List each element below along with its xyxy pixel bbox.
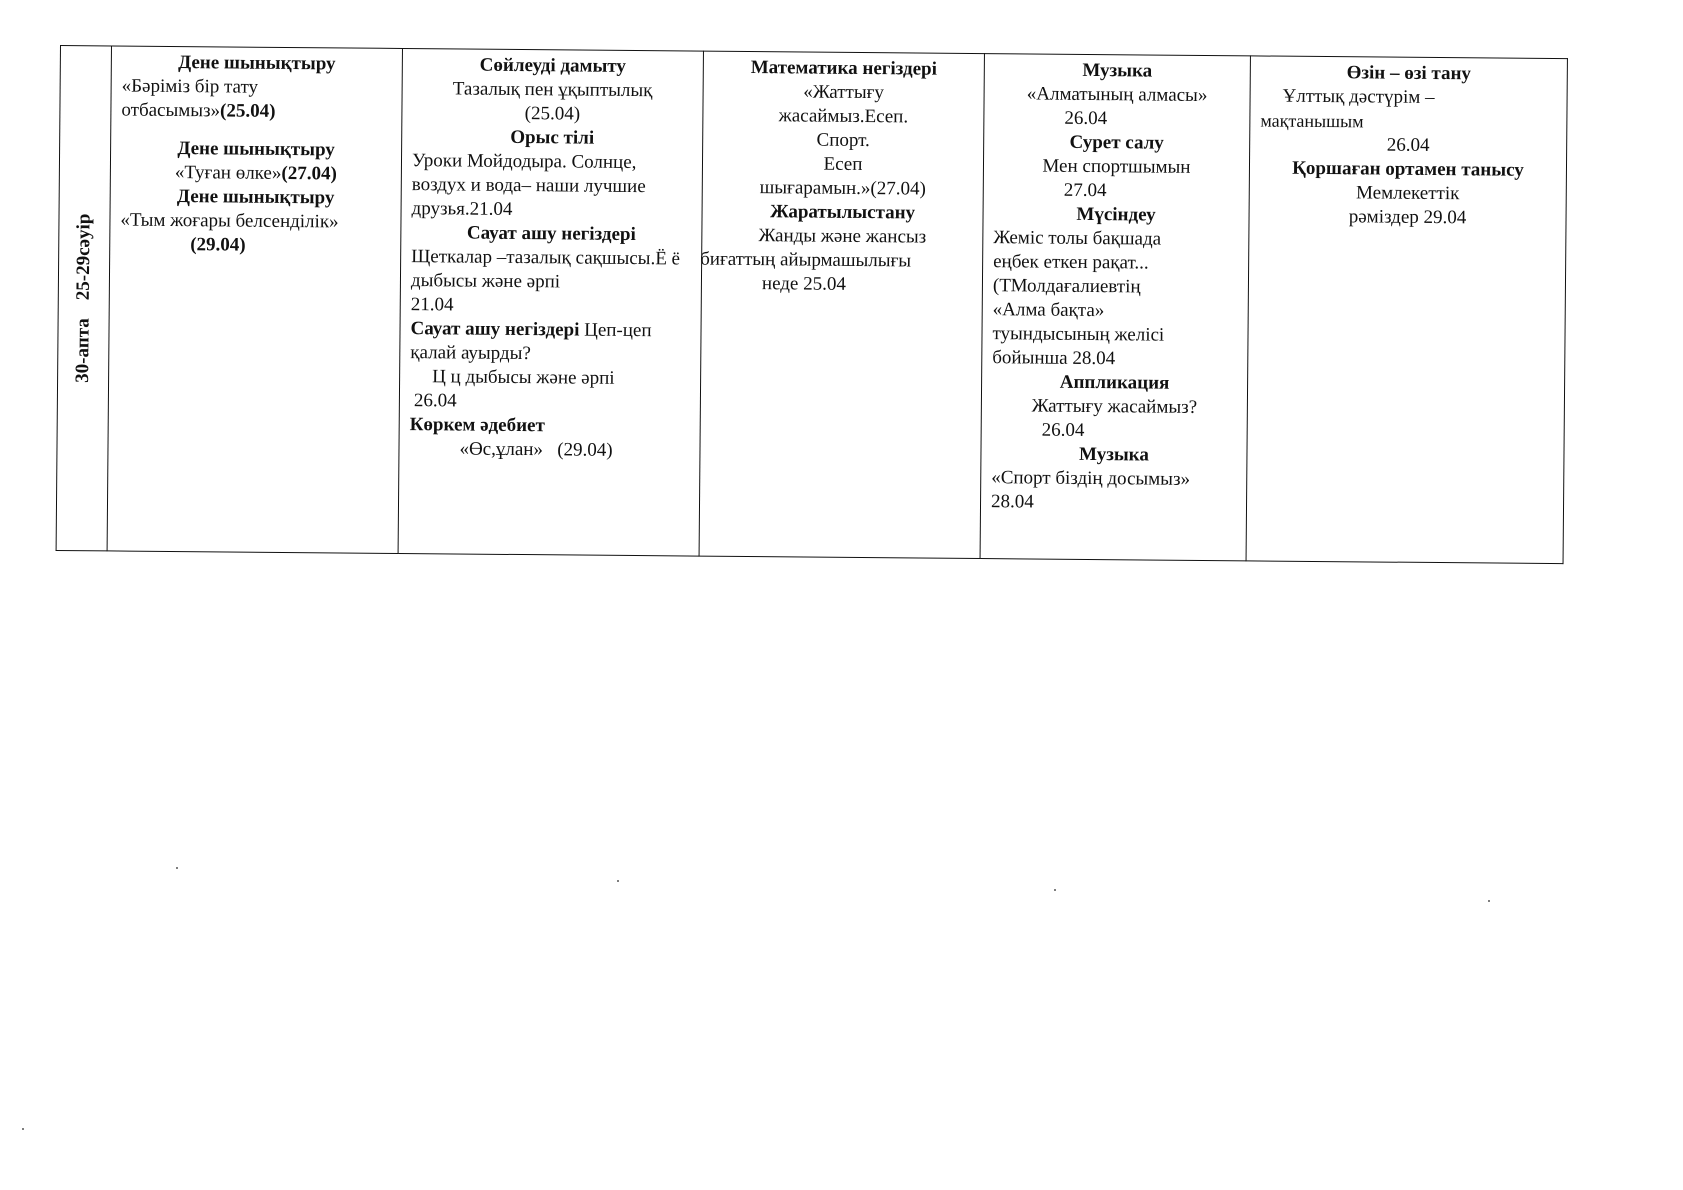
- subject-title: Сауат ашу негіздері: [410, 318, 580, 341]
- topic-line: Ұлттық дәстүрім –: [1282, 85, 1435, 108]
- subject-title: Математика негіздері: [750, 57, 938, 80]
- topic-line: (ТМолдағалиевтің: [992, 275, 1141, 298]
- subject-title: Көркем әдебиет: [409, 414, 545, 437]
- topic-line: Жанды және жансыз: [758, 225, 927, 248]
- topic-date: (29.04): [190, 234, 246, 256]
- column-math-science: [699, 51, 984, 558]
- entry-literacy-2: [410, 317, 691, 415]
- topic-line: еңбек еткен рақат...: [993, 251, 1149, 274]
- topic-text: «Туған өлке»: [174, 162, 282, 184]
- topic-text: Цеп-цеп қалай ауырды?: [410, 319, 652, 365]
- column-arts: [980, 54, 1250, 561]
- subject-title: Мүсіндеу: [1076, 203, 1156, 226]
- entry-literacy-1: [411, 221, 692, 319]
- entry-literature: [409, 413, 689, 463]
- topic-text: [409, 437, 689, 463]
- topic-line: Жеміс толы бақшада: [993, 227, 1162, 250]
- entry-speech: [412, 53, 693, 127]
- topic-line: неде 25.04: [761, 273, 846, 295]
- column-physical-education: [107, 46, 402, 554]
- scan-speck: [176, 867, 178, 869]
- subject-title: Музыка: [1082, 59, 1153, 82]
- topic-line: «Жаттығу: [803, 81, 885, 104]
- topic-date: 28.04: [990, 491, 1034, 513]
- topic-text: [121, 75, 391, 125]
- topic-date: 26.04: [1064, 107, 1108, 130]
- entry-self-knowledge: [1260, 60, 1557, 159]
- scan-speck: [22, 1128, 24, 1130]
- topic-date: (29.04): [557, 439, 613, 461]
- entry-pe-3: [120, 185, 391, 259]
- entry-math: [713, 56, 974, 202]
- topic-text: «Спорт біздің досымыз»: [991, 467, 1191, 490]
- week-dates: 25-29сәуір: [72, 213, 95, 301]
- topic-text: [410, 317, 690, 367]
- subject-title: Өзін – өзі тану: [1346, 62, 1472, 85]
- entry-drawing: [994, 130, 1240, 204]
- topic-date: (25.04): [219, 100, 276, 122]
- entry-pe-2: [121, 137, 391, 187]
- topic-line: рәміздер 29.04: [1348, 206, 1467, 229]
- entry-music-1: [994, 58, 1240, 132]
- subject-title: Музыка: [1078, 443, 1149, 466]
- column-language: [398, 48, 703, 556]
- subject-title: Аппликация: [1059, 371, 1170, 394]
- subject-title: Дене шынықтыру: [177, 138, 335, 161]
- topic-line: бойынша 28.04: [992, 347, 1116, 370]
- topic-line: туындысының желісі: [992, 323, 1165, 346]
- scan-speck: [1488, 900, 1490, 902]
- entry-environment: [1259, 156, 1556, 231]
- topic-line: «Алма бақта»: [992, 299, 1105, 322]
- topic-text-2: Ц ц дыбысы және әрпі: [432, 366, 615, 389]
- topic-date: 26.04: [413, 390, 457, 412]
- entry-pe-1: [121, 51, 392, 125]
- topic-text: «Өс,ұлан»: [459, 438, 544, 461]
- entry-science: [700, 200, 973, 298]
- subject-title: Дене шынықтыру: [176, 186, 335, 209]
- scan-speck: [617, 880, 619, 882]
- entry-modeling: [992, 202, 1238, 372]
- topic-date: 21.04: [410, 294, 454, 316]
- topic-text: Жаттығу жасаймыз?: [1031, 395, 1198, 418]
- subject-title: Қоршаған ортамен танысу: [1292, 157, 1524, 181]
- topic-date: 27.04: [1063, 179, 1107, 202]
- topic-line: Спорт.: [816, 129, 870, 152]
- topic-text: Тазалық пен ұқыптылық: [452, 78, 653, 102]
- topic-line: Мемлекеттік: [1355, 182, 1460, 205]
- entry-applique: [992, 370, 1238, 444]
- topic-text: Уроки Мойдодыра. Солнце, воздух и вода– наши лучшие друзья.21.04: [411, 150, 646, 220]
- week-row: [56, 46, 1567, 564]
- column-self-knowledge: [1246, 56, 1567, 564]
- week-cell: [56, 46, 111, 551]
- entry-russian: [411, 125, 692, 223]
- topic-text: Щеткалар –тазалық сақшысы.Ё ё дыбысы және әрпі: [410, 246, 681, 293]
- topic-line: шығарамын.»(27.04): [759, 177, 926, 200]
- topic-date: 26.04: [1386, 134, 1430, 156]
- subject-title: Жаратылыстану: [769, 201, 916, 224]
- weekly-schedule: [56, 45, 1568, 564]
- topic-line: жасаймыз.Есеп.: [778, 105, 909, 128]
- topic-text: «Бәріміз бір тату отбасымыз»: [121, 75, 259, 122]
- topic-date: 26.04: [1041, 419, 1085, 441]
- scan-speck: [1054, 889, 1056, 891]
- week-number: 30-апта: [72, 318, 94, 383]
- topic-date: (27.04): [281, 162, 337, 185]
- topic-text: «Алматының алмасы»: [1026, 83, 1208, 107]
- subject-title: Дене шынықтыру: [178, 52, 336, 75]
- subject-title: Орыс тілі: [510, 126, 595, 149]
- subject-title: Сурет салу: [1069, 131, 1164, 154]
- subject-title: Сөйлеуді дамыту: [479, 54, 627, 77]
- topic-line: мақтанышым: [1260, 110, 1364, 132]
- week-label: [71, 214, 96, 383]
- topic-line: биғаттың айырмашылығы: [700, 248, 912, 272]
- topic-date: (25.04): [524, 103, 581, 125]
- subject-title: Сауат ашу негіздері: [466, 222, 636, 246]
- schedule-table: [56, 45, 1568, 564]
- topic-text: [121, 161, 391, 187]
- topic-text: Мен спортшымын: [1042, 155, 1191, 178]
- entry-music-2: [991, 442, 1237, 516]
- topic-line: Есеп: [823, 153, 863, 176]
- topic-text: «Тым жоғары белсенділік»: [120, 209, 339, 233]
